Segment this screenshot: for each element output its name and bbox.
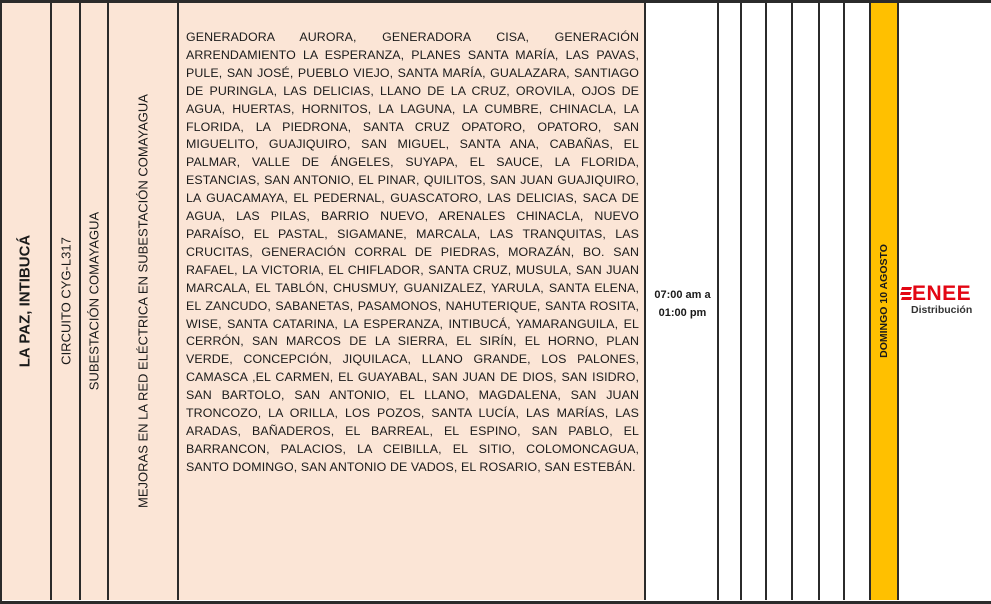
- time-end: 01:00 pm: [658, 307, 707, 319]
- date-cell: [871, 2, 899, 600]
- empty-cell: [742, 2, 767, 600]
- work-description-label: MEJORAS EN LA RED ELÉCTRICA EN SUBESTACIÓN COMAYAGUA: [135, 94, 151, 508]
- empty-cell: [793, 2, 820, 600]
- substation-cell: [81, 2, 109, 600]
- logo-subtitle: Distribución: [911, 304, 973, 316]
- time-start: 07:00 am a: [654, 289, 711, 301]
- substation-label: SUBESTACIÓN COMAYAGUA: [86, 211, 102, 391]
- time-range: [646, 286, 719, 322]
- department-label: LA PAZ, INTIBUCÁ: [16, 234, 34, 368]
- date-label: DOMINGO 10 AGOSTO: [878, 244, 890, 358]
- enee-logo: [900, 283, 990, 323]
- affected-areas-cell: [179, 2, 646, 600]
- time-cell: [646, 2, 719, 600]
- empty-cell: [820, 2, 845, 600]
- circuit-cell: [52, 2, 81, 600]
- department-cell: [0, 2, 52, 600]
- circuit-label: CIRCUITO CYG-L317: [58, 237, 73, 365]
- enee-flag-icon: [900, 286, 912, 302]
- logo-brand: ENEE: [912, 282, 972, 305]
- work-description-cell: [109, 2, 179, 600]
- affected-areas-text: GENERADORA AURORA, GENERADORA CISA, GENERACIÓN ARRENDAMIENTO LA ESPERANZA, PLANES SANTA MARÍA, LAS PAVAS, PULE, SAN JOSÉ, PUEBLO VIEJO, SANTA MARÍA, GUALAZARA, SANTIAGO DE PURINGLA, LAS DELICIAS, LLANO DE LA CRUZ, OROVILA, OJOS DE AGUA, HUERTAS, HORNITOS, LA LAGUNA, LA CUMBRE, CHINACLA, LA FLORIDA, LA PIEDRONA, SANTA CRUZ OPATORO, OPATORO, SAN MIGUELITO, GUAJIQUIRO, SAN MIGUEL, SANTA ANA, CABAÑAS, EL PALMAR, VALLE DE ÁNGELES, SUYAPA, EL SAUCE, LA FLORIDA, ESTANCIAS, SAN ANTONIO, EL PINAR, QUILITOS, SAN JUAN GUAJIQUIRO, LA GUACAMAYA, EL PEDERNAL, GUASCATORO, LAS DELICIAS, SACA DE AGUA, LAS PILAS, BARRIO NUEVO, ARENALES CHINACLA, NUEVO PARAÍSO, EL PASTAL, SIGAMANE, MARCALA, LAS TRANQUITAS, LAS CRUCITAS, GENERACIÓN CORRAL DE PIEDRAS, MORAZÁN, BO. SAN RAFAEL, LA VICTORIA, EL CHIFLADOR, SANTA CRUZ, MUSULA, SAN JUAN MARCALA, EL TABLÓN, CHUSMUY, GUANIZALEZ, YARULA, SANTA ELENA, EL ZANCUDO, SABANETAS, PASAMONOS, NAHUTERIQUE, SANTA ROSITA, WISE, SANTA CATARINA, LA ESPERANZA, INTIBUCÁ, YAMARANGUILA, EL CERRÓN, SAN MARCOS DE LA SIERRA, EL SIRÍN, EL HORNO, PLAN VERDE, CONCEPCIÓN, JIQUILACA, LLANO GRANDE, LOS PALONES, CAMASCA ,EL CARMEN, EL GUAYABAL, SAN JUAN DE DIOS, SAN ISIDRO, SAN BARTOLO, SAN ANTONIO, EL LLANO, MAGDALENA, SAN JUAN TRONCOZO, LA ORILLA, LOS POZOS, SANTA LUCÍA, LAS MARÍAS, LAS ARADAS, BAÑADEROS, EL BARREAL, EL ESPINO, SAN PABLO, EL BARRANCON, PALACIOS, LA CEIBILLA, EL SITIO, COLOMONCAGUA, SANTO DOMINGO, SAN ANTONIO DE VADOS, EL ROSARIO, SAN ESTEBÁN.: [186, 30, 639, 474]
- empty-cell: [767, 2, 793, 600]
- empty-cell: [719, 2, 742, 600]
- empty-cell: [845, 2, 871, 600]
- logo-cell: [899, 2, 991, 600]
